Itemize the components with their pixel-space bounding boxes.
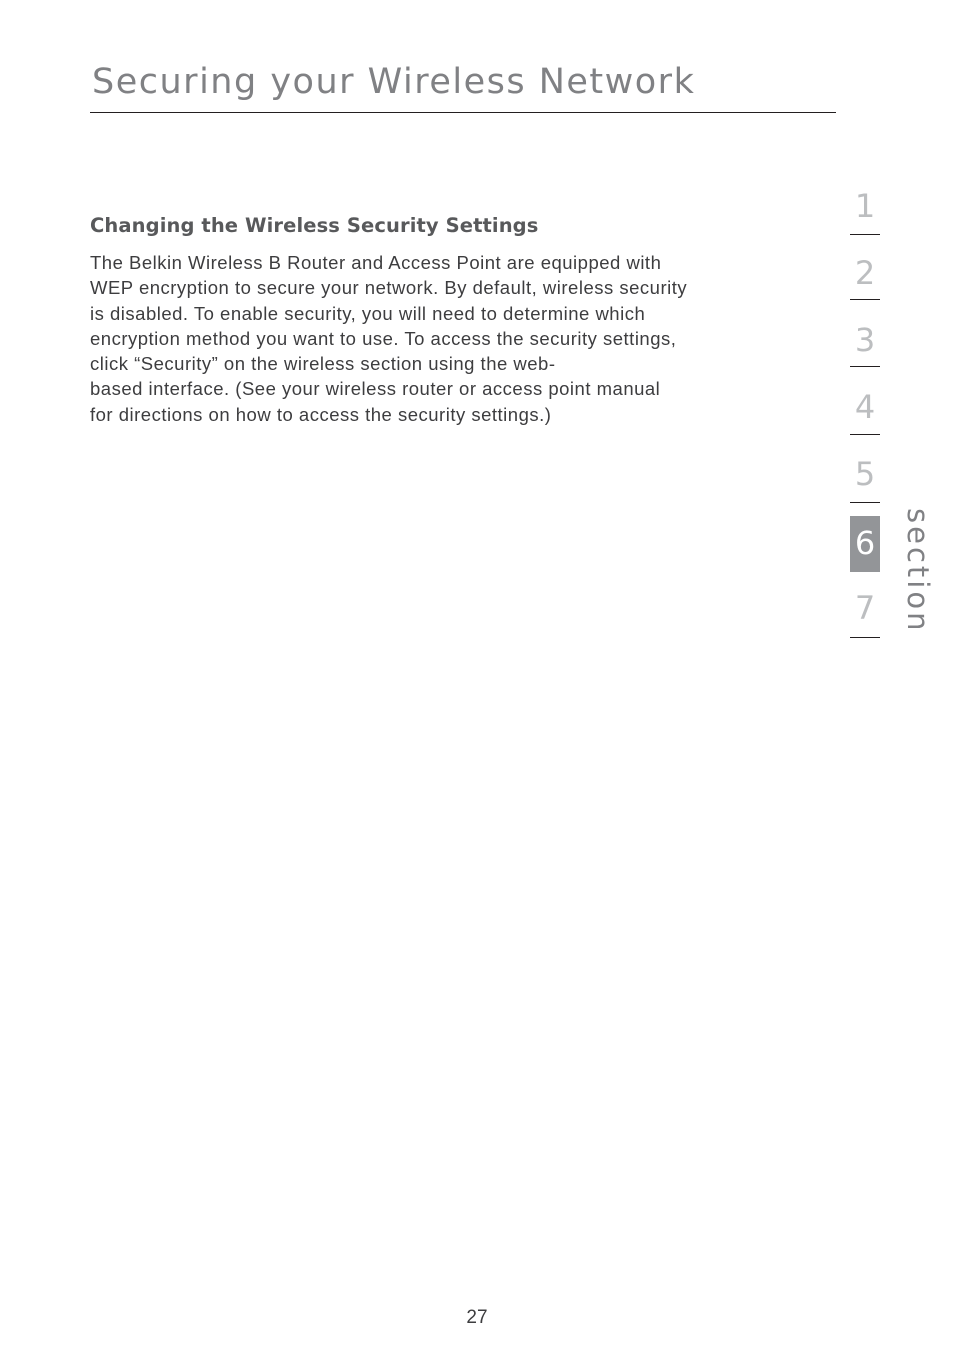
section-tab-number: 4 [854, 388, 876, 426]
section-tab-rule [850, 234, 880, 235]
paragraph-line: encryption method you want to use. To access the security settings, [90, 327, 677, 349]
title-rule [90, 112, 836, 113]
section-tab-1[interactable] [850, 180, 880, 232]
section-tab-7[interactable] [850, 582, 880, 634]
section-tab-number: 1 [854, 187, 876, 225]
page-number: 27 [466, 1307, 488, 1328]
section-tab-number: 3 [854, 321, 876, 359]
paragraph-line: WEP encryption to secure your network. By default, wireless security [90, 277, 688, 299]
section-label: section [901, 508, 935, 634]
section-tab-rule [850, 366, 880, 367]
section-tab-2[interactable] [850, 247, 880, 299]
section-tab-number: 2 [854, 254, 876, 292]
paragraph-line: based interface. (See your wireless router or access point manual [90, 378, 661, 400]
section-tab-rule [850, 502, 880, 503]
section-tab-rule [850, 434, 880, 435]
section-tab-rule [850, 299, 880, 300]
section-tab-number: 6 [854, 524, 876, 562]
section-tab-3[interactable] [850, 314, 880, 366]
page-title: Securing your Wireless Network [92, 62, 696, 102]
section-tab-number: 7 [854, 589, 876, 627]
paragraph-line: for directions on how to access the security settings.) [90, 403, 552, 425]
paragraph-line: is disabled. To enable security, you will need to determine which [90, 302, 646, 324]
section-tab-rule [850, 637, 880, 638]
section-tab-5[interactable] [850, 448, 880, 500]
section-tab-4[interactable] [850, 381, 880, 433]
section-tab-6-active[interactable] [850, 516, 880, 572]
paragraph-line: The Belkin Wireless B Router and Access Point are equipped with [90, 252, 662, 273]
body-paragraph [90, 250, 810, 427]
section-tab-number: 5 [854, 455, 876, 493]
section-heading: Changing the Wireless Security Settings [90, 214, 539, 237]
paragraph-line: click “Security” on the wireless section using the web- [90, 353, 556, 375]
